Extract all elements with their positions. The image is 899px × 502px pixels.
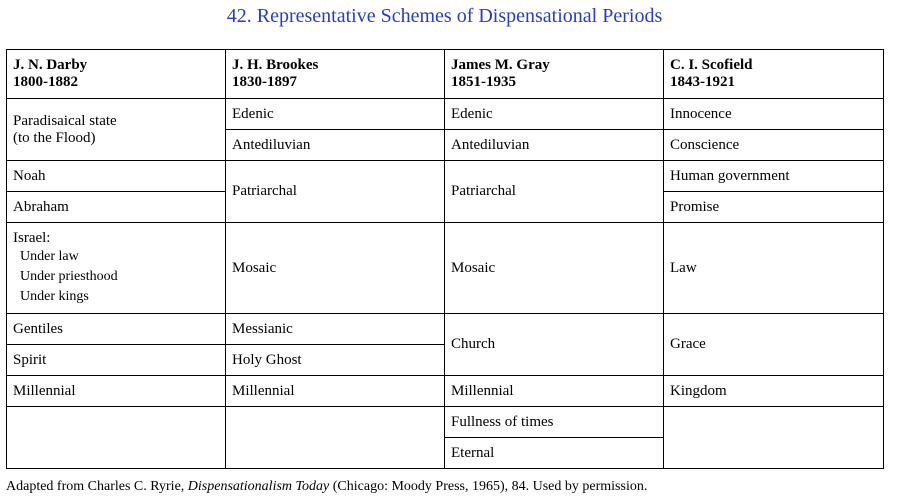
table-cell-scofield-conscience: Conscience (664, 130, 884, 161)
table-cell-brookes-empty (226, 407, 445, 469)
page-title: 42. Representative Schemes of Dispensational Periods (226, 5, 663, 27)
table-row (7, 376, 884, 407)
source-book-title: Dispensationalism Today (187, 479, 330, 494)
column-header-scofield (664, 50, 884, 99)
source-suffix: (Chicago: Moody Press, 1965), 84. Used by permission. (329, 479, 648, 494)
dispensations-table (6, 49, 884, 469)
table-cell-darby-millennial: Millennial (7, 376, 226, 407)
table-cell-brookes-messianic: Messianic (226, 314, 445, 345)
header-name: J. N. Darby (13, 57, 88, 73)
table-cell-darby-israel (7, 223, 226, 314)
header-row (7, 50, 884, 99)
header-years: 1830-1897 (232, 74, 297, 90)
table-cell-brookes-edenic: Edenic (226, 99, 445, 130)
table-cell-gray-eternal: Eternal (445, 438, 664, 469)
header-years: 1851-1935 (451, 74, 516, 90)
table-cell-darby-abraham: Abraham (7, 192, 226, 223)
table-cell-gray-millennial: Millennial (445, 376, 664, 407)
table-cell-gray-patriarchal: Patriarchal (445, 161, 664, 223)
column-header-brookes (226, 50, 445, 99)
cell-text: (to the Flood) (13, 129, 96, 146)
table-cell-gray-antediluvian: Antediluvian (445, 130, 664, 161)
table-cell-gray-edenic: Edenic (445, 99, 664, 130)
table-cell-scofield-law: Law (664, 223, 884, 314)
header-name: C. I. Scofield (670, 57, 753, 73)
cell-subitem: Under priesthood (20, 268, 118, 284)
table-cell-brookes-patriarchal: Patriarchal (226, 161, 445, 223)
header-years: 1800-1882 (13, 74, 78, 90)
table-cell-darby-paradisaical (7, 99, 226, 161)
header-name: J. H. Brookes (232, 57, 319, 73)
table-cell-darby-spirit: Spirit (7, 345, 226, 376)
table-cell-gray-church: Church (445, 314, 664, 376)
table-cell-gray-fullness: Fullness of times (445, 407, 664, 438)
table-cell-darby-gentiles: Gentiles (7, 314, 226, 345)
table-cell-scofield-innocence: Innocence (664, 99, 884, 130)
column-header-darby (7, 50, 226, 99)
header-years: 1843-1921 (670, 74, 735, 90)
table-cell-brookes-holy-ghost: Holy Ghost (226, 345, 445, 376)
header-name: James M. Gray (451, 57, 550, 73)
table-row (7, 314, 884, 345)
table-cell-darby-noah: Noah (7, 161, 226, 192)
cell-subitem: Under kings (20, 288, 89, 304)
table-row (7, 223, 884, 314)
table-cell-scofield-promise: Promise (664, 192, 884, 223)
table-cell-scofield-empty (664, 407, 884, 469)
table-cell-scofield-kingdom: Kingdom (664, 376, 884, 407)
table-cell-brookes-mosaic: Mosaic (226, 223, 445, 314)
table-cell-brookes-millennial: Millennial (226, 376, 445, 407)
cell-subitem: Under law (20, 248, 79, 264)
column-header-gray (445, 50, 664, 99)
table-cell-scofield-human-government: Human government (664, 161, 884, 192)
source-note (6, 479, 647, 495)
table-cell-darby-empty (7, 407, 226, 469)
table-cell-brookes-antediluvian: Antediluvian (226, 130, 445, 161)
table-cell-gray-mosaic: Mosaic (445, 223, 664, 314)
source-prefix: Adapted from Charles C. Ryrie, (6, 479, 188, 494)
table-row (7, 99, 884, 130)
table-row (7, 161, 884, 192)
cell-text: Israel: (13, 229, 51, 246)
cell-text: Paradisaical state (13, 112, 117, 129)
table-row (7, 407, 884, 438)
table-cell-scofield-grace: Grace (664, 314, 884, 376)
